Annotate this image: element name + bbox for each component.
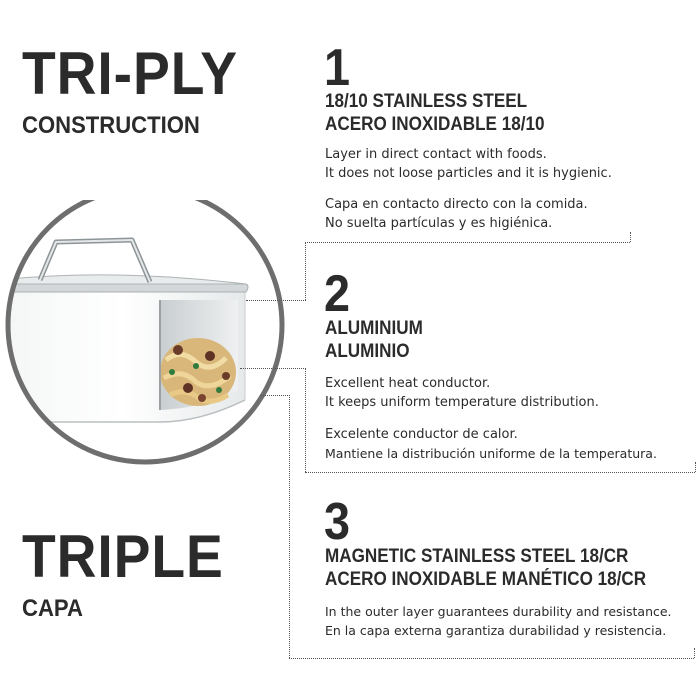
connector-line-2-vertical <box>305 368 306 472</box>
connector-line-3-end <box>694 648 695 658</box>
layer-2-text-es-line-1: Excelente conductor de calor. <box>325 427 518 442</box>
layer-3-text-es-line-1: En la capa externa garantiza durabilidad y resistencia. <box>325 623 667 638</box>
layer-2-heading-es: ALUMINIO <box>325 341 410 362</box>
layer-1-text-en-line-2: It does not loose particles and it is hygienic. <box>325 166 612 181</box>
connector-line-1 <box>246 300 306 301</box>
connector-line-2 <box>240 368 306 369</box>
layer-1-number: 1 <box>324 39 351 97</box>
secondary-subtitle: CAPA <box>22 595 83 622</box>
connector-line-2-bottom <box>305 472 695 473</box>
connector-line-3-bottom <box>289 658 694 659</box>
layer-3-number: 3 <box>324 493 351 551</box>
cooking-pot-cutaway-icon <box>0 200 300 500</box>
layer-2-text-en-line-2: It keeps uniform temperature distribution. <box>325 395 599 410</box>
layer-3-heading-en: MAGNETIC STAINLESS STEEL 18/CR <box>325 546 629 567</box>
connector-line-1-end <box>630 232 631 242</box>
secondary-title: TRIPLE <box>22 523 224 590</box>
layer-2-text-es-line-2: Mantiene la distribución uniforme de la temperatura. <box>325 446 657 461</box>
main-subtitle: CONSTRUCTION <box>22 112 200 139</box>
layer-1-text-es-line-1: Capa en contacto directo con la comida. <box>325 197 588 212</box>
layer-2-number: 2 <box>324 265 351 323</box>
layer-1-heading-en: 18/10 STAINLESS STEEL <box>325 91 528 112</box>
layer-2-heading-en: ALUMINIUM <box>325 318 423 339</box>
connector-line-1-top <box>305 242 630 243</box>
layer-3-heading-es: ACERO INOXIDABLE MANÉTICO 18/CR <box>325 569 647 590</box>
layer-2-text-en-line-1: Excellent heat conductor. <box>325 376 491 391</box>
layer-1-text-es-line-2: No suelta partículas y es higiénica. <box>325 216 553 231</box>
connector-line-3 <box>260 395 290 396</box>
layer-3-text-en-line-1: In the outer layer guarantees durability and resistance. <box>325 604 672 619</box>
layer-1-heading-es: ACERO INOXIDABLE 18/10 <box>325 114 545 135</box>
connector-line-3-vertical <box>289 395 290 658</box>
pasta-icon <box>160 338 236 406</box>
layer-1-text-en-line-1: Layer in direct contact with foods. <box>325 147 547 162</box>
connector-line-2-end <box>695 462 696 472</box>
connector-line-1-vertical <box>305 242 306 300</box>
main-title: TRI-PLY <box>22 40 239 107</box>
